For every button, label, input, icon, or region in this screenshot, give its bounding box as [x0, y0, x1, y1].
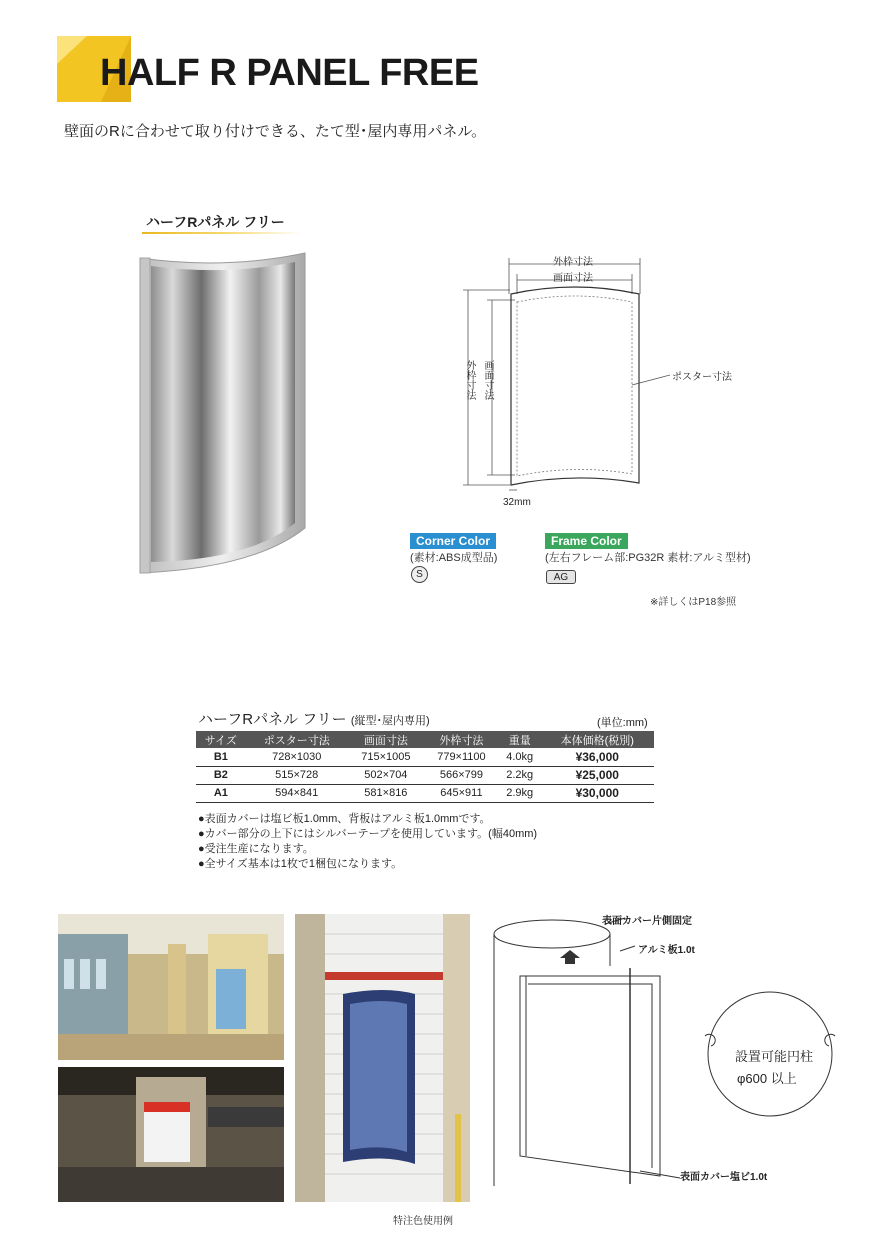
- cell-size: A1: [196, 784, 246, 802]
- cell-price: ¥36,000: [541, 748, 654, 766]
- circle-label-line2: φ600 以上: [737, 1071, 797, 1086]
- spec-table: [196, 731, 654, 803]
- table-row: [196, 784, 654, 802]
- product-panel-image: [135, 248, 315, 578]
- frame-color-chip: AG: [546, 570, 576, 584]
- label-cover-fix: 表面カバー片側固定: [602, 916, 692, 927]
- cell-screen: 715×1005: [348, 748, 424, 766]
- cell-outer: 645×911: [424, 784, 499, 802]
- cell-screen: 581×816: [348, 784, 424, 802]
- col-size: サイズ: [196, 731, 246, 748]
- poster-dim-label: ポスター寸法: [672, 372, 732, 383]
- product-name: ハーフRパネル フリー: [146, 214, 285, 230]
- table-title-sub: (縦型･屋内専用): [350, 715, 430, 727]
- photo-station-platform: [58, 914, 284, 1060]
- col-poster: ポスター寸法: [246, 731, 348, 748]
- frame-color-badge: Frame Color: [545, 533, 628, 549]
- col-outer: 外枠寸法: [424, 731, 499, 748]
- cell-weight: 2.2kg: [499, 766, 541, 784]
- notes-list: [198, 812, 537, 872]
- reference-note: ※詳しくはP18参照: [650, 597, 737, 608]
- note-item: ●受注生産になります。: [198, 843, 314, 855]
- cell-size: B1: [196, 748, 246, 766]
- col-screen: 画面寸法: [348, 731, 424, 748]
- label-cover-pvc: 表面カバー塩ビ1.0t: [680, 1172, 768, 1183]
- photo-concourse: [58, 1067, 284, 1202]
- table-row: [196, 748, 654, 766]
- frame-width-label: 32mm: [503, 497, 531, 508]
- cell-screen: 502×704: [348, 766, 424, 784]
- label-aluminum: アルミ板1.0t: [638, 945, 695, 956]
- table-unit: (単位:mm): [597, 717, 648, 729]
- note-item: ●カバー部分の上下にはシルバーテープを使用しています。(幅40mm): [198, 828, 538, 840]
- outer-dim-vertical: 外枠寸法: [464, 360, 475, 400]
- cell-size: B2: [196, 766, 246, 784]
- outer-dim-horizontal: 外枠寸法: [553, 257, 593, 268]
- photo-caption: 特注色使用例: [393, 1216, 453, 1227]
- page-title: HALF R PANEL FREE: [100, 52, 479, 94]
- screen-dim-horizontal: 画面寸法: [553, 273, 593, 284]
- cell-poster: 594×841: [246, 784, 348, 802]
- photo-pillar-installation: [295, 914, 470, 1202]
- cell-poster: 515×728: [246, 766, 348, 784]
- cell-weight: 2.9kg: [499, 784, 541, 802]
- col-weight: 重量: [499, 731, 541, 748]
- cell-outer: 779×1100: [424, 748, 499, 766]
- table-title-main: ハーフRパネル フリー: [198, 711, 347, 728]
- circle-label-line1: 設置可能円柱: [735, 1049, 814, 1064]
- page-subtitle: 壁面のRに合わせて取り付けできる、たて型･屋内専用パネル。: [64, 123, 487, 140]
- cell-weight: 4.0kg: [499, 748, 541, 766]
- corner-color-chip: S: [411, 566, 428, 583]
- cell-outer: 566×799: [424, 766, 499, 784]
- cell-price: ¥25,000: [541, 766, 654, 784]
- corner-color-badge: Corner Color: [410, 533, 496, 549]
- frame-material: (左右フレーム部:PG32R 素材:アルミ型材): [545, 552, 751, 564]
- table-row: [196, 766, 654, 784]
- product-underline: [142, 232, 302, 234]
- note-item: ●表面カバーは塩ビ板1.0mm、背板はアルミ板1.0mmです。: [198, 813, 491, 825]
- cell-price: ¥30,000: [541, 784, 654, 802]
- table-header-row: [196, 731, 654, 748]
- note-item: ●全サイズ基本は1枚で1梱包になります。: [198, 858, 403, 870]
- screen-dim-vertical: 画面寸法: [482, 360, 493, 400]
- table-title: [198, 708, 430, 729]
- corner-material: (素材:ABS成型品): [410, 552, 498, 564]
- col-price: 本体価格(税別): [541, 731, 654, 748]
- cell-poster: 728×1030: [246, 748, 348, 766]
